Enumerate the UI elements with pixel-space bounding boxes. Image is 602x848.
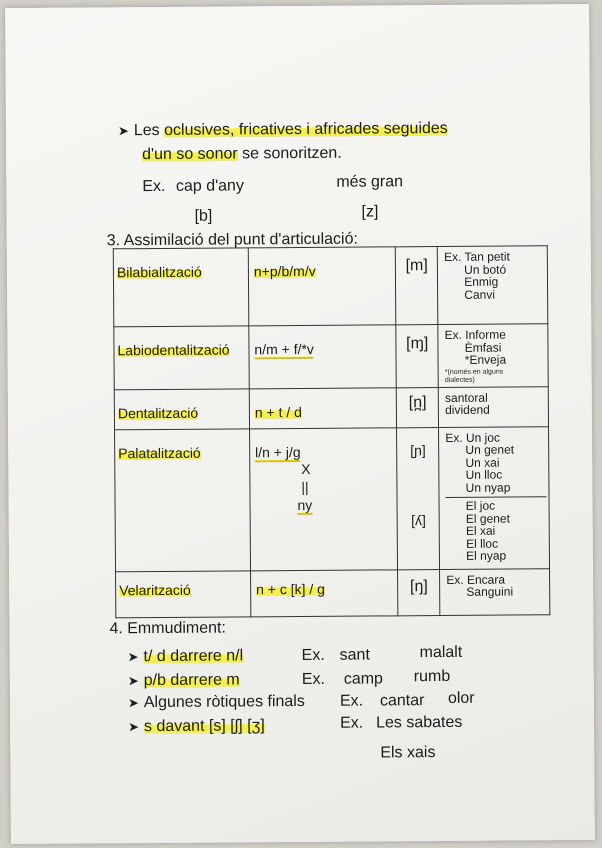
intro-highlight: oclusives, fricatives i africades bbox=[164, 120, 380, 139]
intro-example-2: més gran bbox=[336, 173, 404, 191]
list-item: ➤ s davant [s] [ʃ] [ʒ] bbox=[128, 717, 265, 736]
arrow-bullet-icon: ➤ bbox=[117, 123, 129, 139]
item-rule: Algunes ròtiques finals bbox=[143, 692, 305, 712]
intro-line-1: ➤ Les oclusives, fricatives i africades seguides bbox=[117, 119, 448, 140]
intro-symbol-1: [b] bbox=[194, 207, 213, 225]
list-item: ➤ t/ d darrere n/l bbox=[127, 647, 244, 666]
paper-sheet: ➤ Les oclusives, fricatives i africades seguides d'un so sonor se sonoritzen. Ex. cap d'any més gran [b] [z] 3. Assimilació del punt d'articulació: Bilabialització n+p/b/m/v [m] Ex. Tan petit Un botó Enmig Canvi Labiodentalització n/m + f/*v [ɱ] Ex. Informe Èmfasi *Enveja *(només en alguns dialectes) Dentalització n + t / d [n̪] santoral dividend Palatalització l/n + j/g X || ny [ɲ] [ʎ] Ex. Un joc Un genet Un xai Un lloc Un nyap El joc El genet El xai El lloc El nyap Velarització n + c [k] / g [ŋ] Ex. Encara Sanguini 4. Emmudiment: ➤ t/ d darrere n/l Ex. sant malalt ➤ p/b darrere m Ex. camp rumb ➤ Algunes ròtiques finals Ex. cantar olor ➤ s davant [s] [ʃ] [ʒ] Ex. Les sabates Els xais bbox=[5, 4, 595, 844]
intro-symbol-2: [z] bbox=[361, 203, 379, 221]
table-row: Bilabialització n+p/b/m/v [m] Ex. Tan petit Un botó Enmig Canvi bbox=[113, 246, 548, 327]
table-row: Velarització n + c [k] / g [ŋ] Ex. Encara Sanguini bbox=[116, 568, 550, 617]
arrow-bullet-icon: ➤ bbox=[127, 673, 139, 689]
intro-line-2: d'un so sonor se sonoritzen. bbox=[142, 144, 342, 164]
section-3-title: 3. Assimilació del punt d'articulació: bbox=[106, 230, 358, 250]
arrow-bullet-icon: ➤ bbox=[128, 719, 140, 735]
assimilation-table bbox=[113, 245, 551, 618]
intro-example-row: Ex. cap d'any bbox=[142, 177, 244, 196]
arrow-bullet-icon: ➤ bbox=[127, 695, 139, 711]
list-item: ➤ p/b darrere m bbox=[127, 671, 240, 690]
table-row: Palatalització l/n + j/g X || ny [ɲ] [ʎ] Ex. Un joc Un genet Un xai Un lloc Un nyap El joc El genet El xai El lloc El nyap bbox=[115, 426, 550, 571]
divider bbox=[446, 496, 547, 498]
arrow-bullet-icon: ➤ bbox=[127, 649, 139, 665]
list-item bbox=[128, 692, 305, 712]
section-4-title: 4. Emmudiment: bbox=[109, 619, 226, 638]
table-row: Labiodentalització n/m + f/*v [ɱ] Ex. Informe Èmfasi *Enveja *(només en alguns dialectes) bbox=[114, 324, 548, 390]
table-row: Dentalització n + t / d [n̪] santoral dividend bbox=[114, 386, 548, 429]
intro-example-1: cap d'any bbox=[175, 177, 244, 195]
